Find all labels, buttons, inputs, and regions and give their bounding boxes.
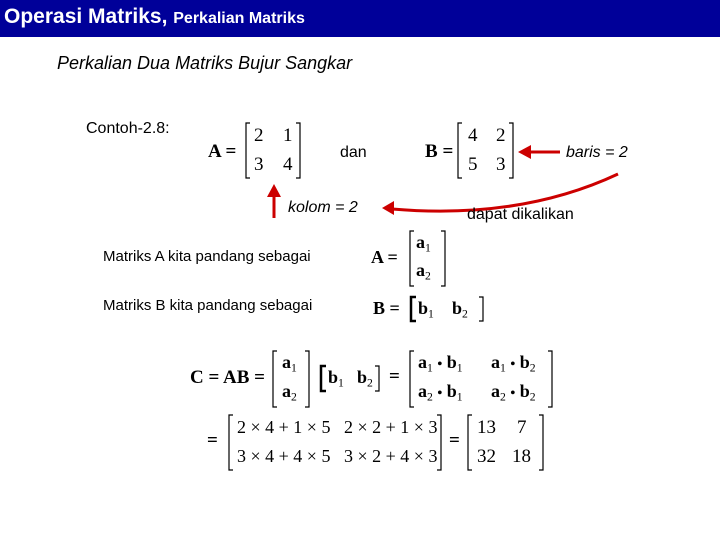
kolom-label: kolom = 2 <box>288 199 358 216</box>
matrix-a-name: A <box>208 141 221 162</box>
matrix-b-cell: 2 <box>496 125 506 146</box>
matrix-b-name: B <box>425 141 438 162</box>
row-view-a2: $a_2$ <box>416 260 431 283</box>
baris-label: baris = 2 <box>566 144 628 161</box>
title-sub-text: Perkalian Matriks <box>173 10 305 27</box>
product-a2: $a_2$ <box>282 381 297 404</box>
matrix-a-cell: 3 <box>254 154 264 175</box>
product-equals-2: = <box>207 430 218 451</box>
col-view-b1: $b_1$ <box>418 298 434 321</box>
dot-cell-22: $a_2$ • $b_2$ <box>491 381 536 404</box>
expr-cell-11: 2 × 4 + 1 × 5 <box>237 417 331 437</box>
row-view-text: Matriks A kita pandang sebagai <box>103 248 311 265</box>
product-b2: $b_2$ <box>357 367 373 390</box>
result-cell-11: 13 <box>477 417 496 438</box>
matrix-a-cell: 4 <box>283 154 293 175</box>
col-view-b2: $b_2$ <box>452 298 468 321</box>
product-lhs: C = AB = <box>190 367 265 388</box>
matrix-a-equals: = <box>225 141 237 162</box>
expr-cell-12: 2 × 2 + 1 × 3 <box>344 417 438 437</box>
result-cell-12: 7 <box>517 417 527 438</box>
expr-cell-22: 3 × 2 + 4 × 3 <box>344 446 438 466</box>
dot-cell-21: $a_2$ • $b_1$ <box>418 381 463 404</box>
dapat-label: dapat dikalikan <box>467 206 574 223</box>
section-title: Perkalian Dua Matriks Bujur Sangkar <box>57 53 353 73</box>
product-b1: $b_1$ <box>328 367 344 390</box>
dot-cell-11: $a_1$ • $b_1$ <box>418 352 463 375</box>
matrix-b-equals: = <box>442 141 454 162</box>
col-view-lhs: B = <box>373 298 400 318</box>
row-view-lhs: A = <box>371 247 398 267</box>
row-view-a1: $a_1$ <box>416 232 431 255</box>
title-main-text: Operasi Matriks, <box>4 5 168 28</box>
matrix-b-cell: 4 <box>468 125 478 146</box>
col-view-text: Matriks B kita pandang sebagai <box>103 297 313 314</box>
product-a1: $a_1$ <box>282 352 297 375</box>
product-equals-3: = <box>449 430 460 451</box>
matrix-a-cell: 2 <box>254 125 264 146</box>
conjunction-text: dan <box>340 144 367 161</box>
expr-cell-21: 3 × 4 + 4 × 5 <box>237 446 331 466</box>
result-cell-22: 18 <box>512 446 531 467</box>
matrix-b-cell: 3 <box>496 154 506 175</box>
matrix-a-cell: 1 <box>283 125 293 146</box>
matrix-b-cell: 5 <box>468 154 478 175</box>
result-cell-21: 32 <box>477 446 496 467</box>
product-equals-1: = <box>389 366 400 387</box>
dot-cell-12: $a_1$ • $b_2$ <box>491 352 536 375</box>
example-label: Contoh-2.8: <box>86 120 170 137</box>
